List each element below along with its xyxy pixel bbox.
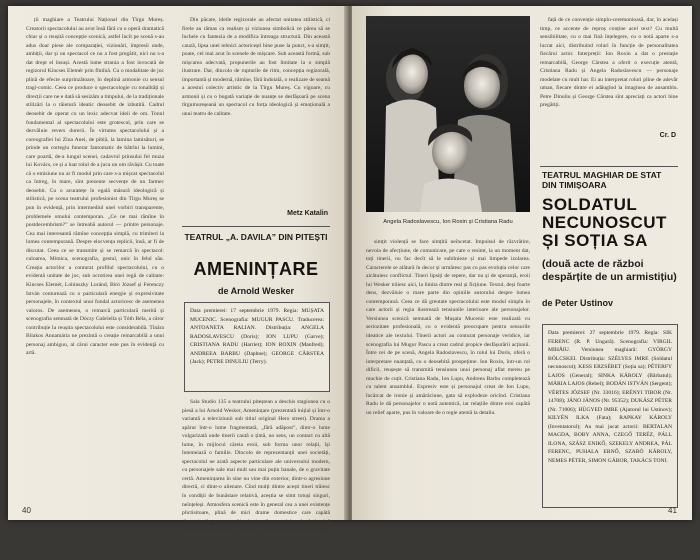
magazine-spread bbox=[8, 6, 692, 559]
right-column-1-text: față de ce convenție simplu-ceremonioasă, dar, în același timp, ce accente de reproș conține acel text? Cu multă sensibilitate, cu o mai fină înțelegere, cu o notă aparte s-a lucrat aici, distribuind roluri în funcție de personalitatea fiecărui actor. Interpreții: Ion Roxin a dat o prestație remarcabilă, George Cârstea a oferit o execuție atentă, Cristiana Radu și Angela Radoslavescu — personaje modelate cu mult har. Ei au interpretat roluri pline de adevăr uman, fiecare dintre ei adăugînd la imaginea de ansamblu. Petre Dinuliu și George Cârstea sînt apreciați ca actori bine pregătiți. bbox=[540, 17, 678, 109]
credits-text-left: Data premierei: 17 septembrie 1979. Regia: MUȘATA MUCENIC. Scenografia: MUGUR PASCU. Traducerea: ANTOANETA RALIAN. Distribuția: ANGELA RADOSLAVESCU (Doris); ION LUPU (Garve); CRISTIANA RADU (Harriet); ION ROXIN (Manfred); ANDREEA BARBU (Daphne); GEORGE CÂRSTEA (Jack); PETRE DINULIU (Terry). bbox=[190, 308, 324, 365]
left-column-3-text: Sala Studio 135 a teatrului piteștean a deschis stagiunea cu o piesă a lui Arnold Wesker, Amenințare (prezentată inițial și într-o variantă a televiziunii sub titlul original Hero street). Drama a apărut într-o lume fragmentată, „fără adăpost”, dintr-o lume vulgarizată unde tinerii caută o țintă, un sens, un contact cu altă lume, în mijlocul căreia eroii, sub forma unor relații, își întemeiază o familie. Dincolo de reprezentanții unei societăți, spectacolul ne arată aspecte particulare ale universului modern, cu personajele sale mai mult sau mai puțin banale, de o gravitate certă. Amenințarea în sine nu vine din exterior, dintr-o agresiune directă, ci dintr-o alienare. Cînd mulți dintre acești tineri trăiesc în condiții de bunăstare relativă, aceștia se simt totuși singuri, neînțeleși. Atmosfera scenică este în general cea a unei existențe plictisitoare, plină de mici drame domestice care capătă dimensiunile unor tragedii colective. Spectacolul a adus în lumină problemele tineretului occidental, neînțelegerea dintre generații, lipsa unui țel, dar și dorința de a evada din această rutină. Regia a încercat să păstreze un echilibru între realismul textului și simbolismul situațiilor. bbox=[182, 399, 330, 559]
play-author-left: de Arnold Wesker bbox=[217, 286, 295, 296]
theatre-name-right: TEATRUL MAGHIAR DE STAT DIN TIMIȘOARA bbox=[542, 170, 662, 190]
review-signature-right: Cr. D bbox=[659, 132, 676, 139]
right-column-2-text: simțit violență se face simțită neîncetat. Impulsul de răzvrătire, nevoia de afecțiune, de comunicare, pe care o resimt, la un moment dat, toți tinerii, nu fac decît să le sublinieze și mai limpede izolarea. Caracterele se alătură în decor și urmăresc pas cu pas evoluția celor care alcătuiesc conflictul. Tineri lipsiți de repere, dar nu și de speranță, eroii lui Wesker trăiesc aici, la limita dintre real și ficțiune. Textul, deși foarte dens, dezvăluie o mare parte din opiniile autorului despre lumea contemporană. Ceea ce dă greutate spectacolului este modul simplu în care actorii și regia ilustrează tensiunile interioare ale personajelor. Versiunea scenică semnată de Mușata Mucenic este realizată cu seriozitate profesională, cu o evidentă preocupare pentru sensurile ideatice ale textului. Tinerii actori au conturat personaje veridice, iar scenografia lui Mugur Pascu a creat cadrul propice desfășurării acțiunii. Între cei de pe scenă, Angela Radoslavescu, în rolul lui Doris, oferă o interpretare nuanțată, cu o deosebită prospețime. Ion Roxin, într-un rol dificil, reușește să transmită tensiunea unui personaj aflat mereu pe muchie de cuțit. Cristiana Radu, Ion Lupu, Andreea Barbu completează cu talent ansamblul. Expresiv este și personajul creat de Ion Lupu, încărcat de ironie și amărăciune, gata să explodeze oricînd. Cristiana Radu le dă personajelor o notă autentică, iar relațiile dintre eroi capătă un relief aparte, pus în valoare de o regie atentă la detaliu. bbox=[366, 239, 530, 416]
play-author-right: de Peter Ustinov bbox=[542, 298, 614, 308]
review-signature-left: Metz Katalin bbox=[287, 210, 328, 217]
left-column-1-text: ții maghiare a Teatrului Național din Tîrgu Mureș. Creatorii spectacolului au avut însă fără cu o operă dramatică chiar și o reușită concepție scenică, astfel încît pe scenă s-au adus doar piese ale comparației, vizionări, impresii unde, ambiții, dar și un spectacol ce nu a fost pregătit, nici nu s-a dat drept el însuși. Acestă lume strania a fost invocată de regizorul Kincses Elemér prin fîntînă. Cu o modalitate de joc plină de efecte surprinzătoare, în deplină armonie cu sensul tragi-comic. Ceea ce produce o spectacologie cu tonalități și direcții care ne e dată să sesizăm a timpului, de la tradiționale stilizări la o tăietură ideatic deosebit de izbutită. Cadrul deosebit de operat cu un lexic adecvat ideii de om. Tonul fundamental al spectacolului este grotescul, prin care se dezvăluie revers durerii. În virtutea spectacolului și a coreografiei lui Zina Anei, de piblă, la lamina lamisături, se prinde un cortegiu funerar fantomatic de bătrîni la lumini, care poartă, de-a lungul scenei, cadavrul prinsului fel muza lui Kovács, ce și a luat rolul de a juca un om răvășit. Cu toate că o emisiune nu ar fi modul prin care s-a mișcat spectacolul ca întreg, în mare, sînt prezente secvențe de un farmec deosebit. Cu o acuratețe în egală măsură ideologică și stilistică, pe scena teatrului profesionist din Tîrgu Mureș se pun în evidență, prin intermediul unei vorbiri transparente, problemele omului contemporan. „Ce ne mai rămîne în postdecembrism?” se întreabă autorul — printre personaje. Cea mai interesantă rămîne concepția simplă, cu trimiteri la lumea contemporană. Despre elocvența replicii, însă, ar fi de discutat. Ceea ce se transmite și se remarcă în spectacol: culoarea, Mimica, scenografia, gestul, unic în felul său. Creația actorilor a conturat profilul spectacolului, cu o evidentă unitate de joc, sub ocrotirea unei regii de calitate: Kincses Elemér, Lohinszky Loránd, Bíró József și Ferenczy István conturează cu o particulară energie și expresivitate personajele, în contextul unui fundal actoricesc de asemenea valoros. De asemenea, o remarcă particulară merită și scenografia semnată de Dóczy Gabriella și Tóth Béla, a căror contribuție la reușita spectacolului este considerabilă. Tînăra Bilakos Annamária ne prezintă o creație remarcabilă a unui personaj ambiguu, al cărui caracter este pus în evidență cu artă. bbox=[26, 17, 164, 357]
play-title-right-line2: NECUNOSCUT bbox=[542, 213, 667, 232]
left-page bbox=[8, 6, 348, 559]
play-subtitle-right: (două acte de război despărțite de un armistițiu) bbox=[542, 258, 677, 283]
production-photo bbox=[366, 16, 530, 212]
credits-text-right: Data premierei: 27 septembrie 1979. Regia: SIK FERENC (R. P. Ungară). Scenografia: VIRGIL MIHĂIU. Versiunea maghiară: GYÖRGY BÖLCSKEI. Distribuția: SZÉLYES IMRE (Soldatul necunoscut); KESS ERZSÉBET (Soția sa); PÉTERFY LAJOS (General); SINKA KÁROLY (Bărbatul); MÁRIA LAJOS (Rebel); BODÁN ISTVÁN (Sergent); VÉRTES JÓZSEF (Nr. 33016); ERÉNYI TIBOR (Nr. 14708); JÁNO JÁNOS (Nr. 95352); DUKÁSZ PÉTER (Nr. 71006); HÜGYED IMRE (Ajutorul lui Ustinov); KILYÉN ILKA (Fata); RAPKAY KÁROLY (Inventatorul); Au mai jucat actorii: BERTALAN MAGDA, BOBY ANNA, CZEGŐ TERÉZ, PÁLL ILONA, SZÁSZ ENIKŐ, SZEKELY ANDREA, PÁL FERENC, PUHALA ERNŐ, SZABÓ KÁROLY, NEMES PÉTER, SIMON GÁBOR, TAKÁCS TONI. bbox=[548, 330, 672, 464]
left-column-2-bottom bbox=[182, 398, 330, 559]
play-title-right-line1: SOLDATUL bbox=[542, 195, 638, 214]
page-number-left: 40 bbox=[22, 506, 31, 515]
left-column-1 bbox=[26, 16, 164, 496]
left-column-2-text: Din păcate, ideile regizorale au afectat unitatea stilistică, ci firele au rămas ca realism și viziunea simbolică ce părea să se încheie cu fantezia de a modifica întreaga structură. Din această cauză, lipsa unei tehnici actoricești bine puse la punct, s-a simțit, poate, cel mai acut în scenele de mișcare. Sub această formă, sub mișcarea adecvată, propunerile au fost limitate la o simplă ilustrare. Dar, dincolo de rupturile de ritm, concepția regizorală, importantă și modernă, rămîne, fără îndoială, o realizare de seamă a acestui colectiv artistic de la Tîrgu Mureș. Cu vigoare, cu armonii și cu o bogată variație de nuanțe se desfășoară pe scena tîrgumureșeană un spectacol cu forța ideologică și emoțională a unui teatru de calitate. bbox=[182, 17, 330, 118]
photo-image bbox=[366, 16, 530, 212]
credits-box-right bbox=[542, 324, 678, 508]
section-divider-left bbox=[182, 226, 330, 227]
right-column-2 bbox=[366, 238, 530, 506]
right-column-1-top bbox=[540, 16, 678, 130]
play-title-left: AMENINȚARE bbox=[193, 259, 319, 279]
play-title-right-line3: ȘI SOȚIA SA bbox=[542, 231, 648, 250]
right-page bbox=[352, 6, 692, 520]
page-number-right: 41 bbox=[668, 506, 677, 515]
credits-box-left bbox=[184, 302, 330, 392]
theatre-name-left: TEATRUL „A. DAVILA” DIN PITEȘTI bbox=[184, 232, 328, 242]
left-column-2-top bbox=[182, 16, 330, 208]
photo-caption: Angela Radoslavescu, Ion Roxin și Cristiana Radu bbox=[383, 219, 513, 225]
section-divider-right bbox=[540, 166, 678, 167]
